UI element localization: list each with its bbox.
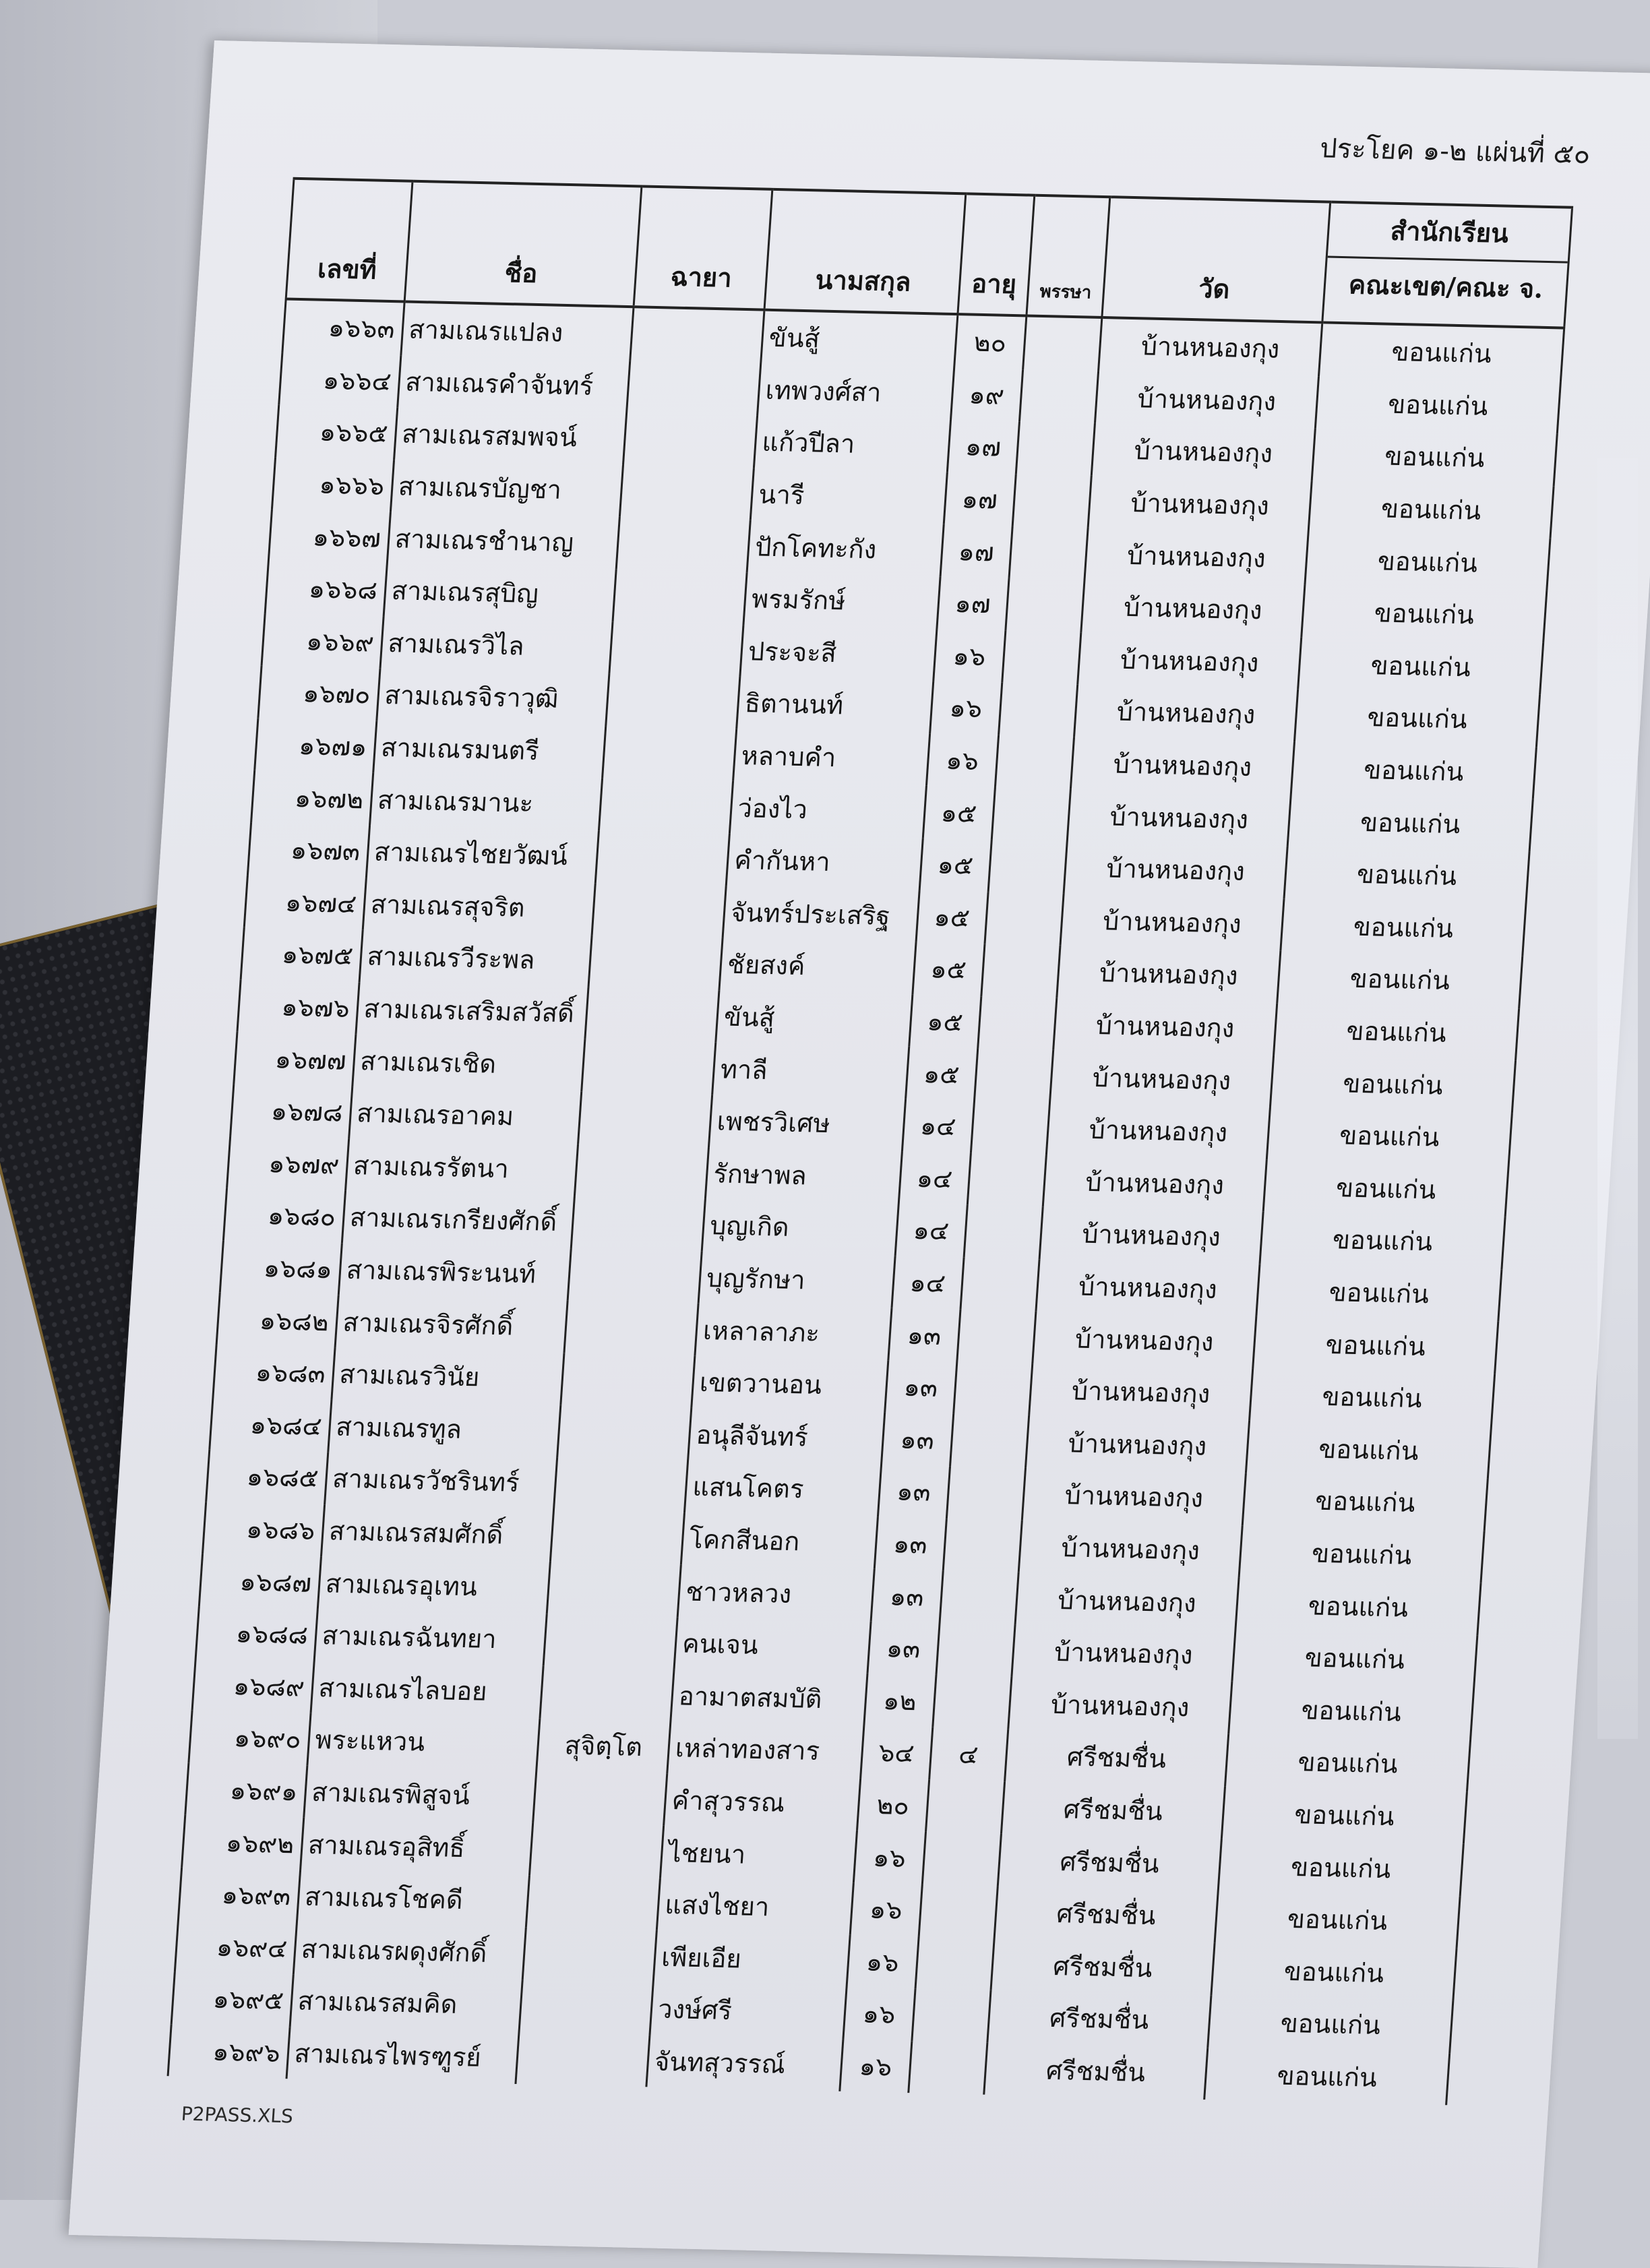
cell-surname: คำกันหา — [727, 834, 923, 890]
cell-chaya — [547, 1562, 681, 1617]
footer-filename: P2PASS.XLS — [180, 2102, 294, 2128]
cell-age: ๑๗ — [937, 577, 1009, 631]
cell-province: ขอนแก่น — [1222, 1786, 1467, 1844]
cell-surname: ขันสู้ — [761, 310, 958, 368]
cell-no: ๑๖๖๘ — [265, 561, 387, 616]
cell-name: สามเณรไพรฑูรย์ — [286, 2027, 519, 2084]
cell-chaya: สุจิตฺโต — [537, 1719, 671, 1774]
cell-age: ๑๙ — [950, 368, 1022, 422]
cell-no: ๑๖๘๙ — [192, 1658, 314, 1713]
cell-chaya — [568, 1248, 702, 1304]
cell-no: ๑๖๘๔ — [210, 1397, 332, 1452]
cell-province: ขอนแก่น — [1298, 637, 1544, 695]
cell-wat: ศรีชมชื่น — [1001, 1781, 1225, 1839]
cell-age: ๑๗ — [947, 420, 1019, 474]
cell-age: ๑๗ — [944, 472, 1016, 526]
cell-age: ๑๕ — [916, 890, 988, 944]
cell-chaya — [571, 1196, 705, 1252]
cell-name: สามเณรไลบอย — [311, 1661, 543, 1718]
cell-age: ๑๖ — [850, 1882, 922, 1936]
cell-no: ๑๖๗๒ — [251, 770, 373, 825]
cell-chaya — [526, 1875, 660, 1930]
cell-name: สามเณรจิราวุฒิ — [377, 669, 609, 726]
cell-phansa — [1019, 369, 1098, 423]
cell-age: ๑๖ — [840, 2040, 912, 2093]
cell-chaya — [613, 570, 747, 625]
cell-no: ๑๖๖๕ — [276, 404, 398, 459]
cell-no: ๑๖๙๔ — [175, 1920, 297, 1974]
cell-phansa — [977, 996, 1056, 1050]
cell-chaya — [582, 1039, 716, 1095]
cell-surname: หลาบคำ — [733, 729, 930, 786]
cell-age: ๑๓ — [885, 1360, 957, 1414]
cell-surname: แสนโคตร — [685, 1461, 882, 1517]
cell-wat: บ้านหนองกุง — [1095, 371, 1319, 428]
cell-age: ๑๕ — [919, 838, 991, 892]
cell-province: ขอนแก่น — [1260, 1212, 1505, 1270]
cell-age: ๑๖ — [853, 1831, 925, 1884]
cell-age: ๑๓ — [867, 1622, 940, 1676]
cell-no: ๑๖๗๗ — [234, 1031, 356, 1086]
cell-chaya — [606, 674, 740, 729]
cell-surname: ประจะสี — [740, 625, 937, 681]
cell-phansa — [967, 1153, 1046, 1206]
cell-no: ๑๖๗๙ — [227, 1136, 349, 1190]
cell-name: สามเณรอุสิทธิ์ — [300, 1818, 532, 1875]
cell-chaya — [627, 361, 761, 416]
table-body — [168, 299, 1564, 2106]
cell-province: ขอนแก่น — [1284, 846, 1529, 904]
cell-wat: บ้านหนองกุง — [1084, 528, 1309, 585]
col-header-no: เลขที่ — [286, 179, 413, 302]
cell-name: สามเณรแปลง — [401, 301, 634, 360]
cell-phansa — [1022, 315, 1101, 371]
cell-phansa — [981, 944, 1060, 998]
cell-chaya — [578, 1092, 712, 1147]
cell-name: สามเณรเกรียงศักดิ์ — [342, 1191, 574, 1248]
cell-age: ๒๐ — [954, 314, 1027, 369]
cell-phansa — [950, 1414, 1029, 1468]
cell-chaya — [543, 1614, 677, 1669]
cell-chaya — [522, 1928, 656, 1983]
cell-province: ขอนแก่น — [1312, 428, 1558, 486]
cell-no: ๑๖๘๐ — [223, 1188, 345, 1243]
cell-age: ๑๕ — [913, 942, 985, 996]
cell-chaya — [623, 412, 758, 468]
cell-phansa — [1016, 421, 1095, 475]
cell-surname: แสงไชยา — [657, 1878, 854, 1935]
cell-name: สามเณรอุเทน — [317, 1556, 550, 1614]
cell-wat: บ้านหนองกุง — [1046, 1102, 1271, 1159]
cell-name: สามเณรรัตนา — [345, 1138, 578, 1196]
cell-wat: บ้านหนองกุง — [1056, 946, 1281, 1003]
cell-surname: จันทร์ประเสริฐ — [723, 886, 919, 942]
col-header-name: ชื่อ — [404, 181, 642, 307]
cell-name: สามเณรมานะ — [369, 773, 602, 830]
sheet-label: ประโยค ๑-๒ แผ่นที่ ๕๐ — [1318, 133, 1591, 171]
cell-chaya — [530, 1823, 664, 1878]
cell-wat: ศรีชมชื่น — [1004, 1729, 1229, 1786]
cell-province: ขอนแก่น — [1246, 1421, 1492, 1479]
cell-phansa — [1012, 474, 1091, 528]
cell-province: ขอนแก่น — [1219, 1839, 1464, 1897]
cell-name: สามเณรสุบิญ — [384, 564, 616, 621]
cell-surname: พรมรักษ์ — [743, 572, 940, 629]
cell-age: ๑๔ — [895, 1204, 967, 1258]
cell-surname: คนเจน — [674, 1617, 871, 1674]
cell-province: ขอนแก่น — [1295, 689, 1540, 747]
cell-surname: ชาวหลวง — [677, 1565, 874, 1622]
cell-province: ขอนแก่น — [1305, 532, 1550, 590]
cell-surname: เขตวานอน — [692, 1356, 888, 1413]
cell-chaya — [630, 307, 764, 363]
cell-no: ๑๖๗๐ — [258, 666, 380, 721]
cell-name: สามเณรโชคดี — [297, 1870, 529, 1927]
cell-chaya — [540, 1666, 674, 1721]
cell-no: ๑๖๙๖ — [168, 2024, 290, 2079]
cell-chaya — [550, 1510, 684, 1565]
cell-surname: ไชยนา — [661, 1826, 857, 1882]
cell-phansa — [925, 1779, 1004, 1833]
cell-province: ขอนแก่น — [1264, 1159, 1509, 1217]
cell-province: ขอนแก่น — [1267, 1107, 1512, 1165]
cell-chaya — [619, 465, 754, 520]
cell-surname: อามาตสมบัติ — [671, 1669, 867, 1726]
cell-name: พระแหวน — [307, 1713, 540, 1771]
cell-no: ๑๖๘๕ — [206, 1449, 328, 1504]
cell-province: ขอนแก่น — [1250, 1368, 1495, 1426]
cell-chaya — [516, 2032, 650, 2087]
cell-province: ขอนแก่น — [1319, 322, 1564, 381]
cell-chaya — [564, 1301, 698, 1356]
cell-age: ๑๓ — [881, 1413, 953, 1467]
cell-no: ๑๖๘๖ — [203, 1502, 325, 1556]
cell-phansa — [998, 683, 1077, 737]
cell-name: สามเณรไชยวัฒน์ — [366, 825, 599, 882]
cell-age: ๑๖ — [926, 733, 998, 787]
cell-age: ๑๓ — [888, 1308, 960, 1362]
cell-province: ขอนแก่น — [1225, 1734, 1471, 1792]
cell-wat: บ้านหนองกุง — [1070, 737, 1295, 794]
cell-surname: เพียเอีย — [653, 1930, 850, 1987]
cell-name: สามเณรสมคิด — [290, 1974, 522, 2031]
cell-wat: บ้านหนองกุง — [1012, 1624, 1236, 1682]
cell-phansa: ๔ — [929, 1727, 1008, 1781]
cell-wat: ศรีชมชื่น — [998, 1833, 1222, 1891]
watermark — [1597, 458, 1638, 1739]
cell-chaya — [533, 1771, 667, 1826]
cell-surname: ทาลี — [712, 1043, 909, 1099]
cell-name: สามเณรวิไล — [380, 616, 613, 673]
cell-no: ๑๖๘๘ — [195, 1606, 317, 1661]
cell-surname: เหล่าทองสาร — [667, 1721, 864, 1778]
cell-name: สามเณรวินัย — [332, 1347, 564, 1405]
cell-age: ๑๔ — [898, 1151, 971, 1205]
cell-wat: บ้านหนองกุง — [1098, 317, 1322, 376]
cell-province: ขอนแก่น — [1239, 1525, 1484, 1583]
cell-no: ๑๖๙๐ — [189, 1711, 311, 1765]
cell-wat: ศรีชมชื่น — [994, 1886, 1219, 1943]
cell-no: ๑๖๖๖ — [272, 457, 394, 512]
cell-age: ๑๔ — [892, 1256, 964, 1310]
cell-wat: บ้านหนองกุง — [1067, 789, 1291, 846]
cell-surname: ชัยสงค์ — [719, 938, 916, 995]
cell-no: ๑๖๙๒ — [182, 1815, 304, 1870]
cell-no: ๑๖๗๔ — [244, 875, 366, 929]
cell-no: ๑๖๙๑ — [185, 1763, 307, 1817]
cell-phansa — [912, 1988, 991, 2042]
cell-age: ๑๕ — [923, 786, 995, 840]
cell-surname: อนุลีจันทร์ — [688, 1408, 885, 1465]
cell-wat: บ้านหนองกุง — [1015, 1572, 1240, 1630]
cell-phansa — [936, 1623, 1015, 1677]
cell-wat: บ้านหนองกุง — [1091, 423, 1316, 481]
cell-phansa — [974, 1048, 1053, 1102]
cell-province: ขอนแก่น — [1208, 1995, 1453, 2053]
cell-no: ๑๖๗๖ — [237, 979, 359, 1034]
cell-phansa — [919, 1884, 998, 1938]
cell-province: ขอนแก่น — [1271, 1055, 1516, 1113]
cell-province: ขอนแก่น — [1211, 1943, 1457, 2001]
cell-surname: โคกสีนอก — [681, 1512, 878, 1569]
cell-province: ขอนแก่น — [1215, 1891, 1460, 1949]
cell-name: สามเณรเสริมสวัสดิ์ — [356, 982, 588, 1039]
cell-phansa — [1009, 526, 1088, 580]
cell-chaya — [561, 1353, 695, 1408]
cell-province: ขอนแก่น — [1316, 376, 1561, 434]
cell-phansa — [956, 1310, 1035, 1363]
cell-phansa — [946, 1466, 1025, 1520]
cell-age: ๑๓ — [878, 1465, 950, 1519]
cell-name: สามเณรคำจันทร์ — [397, 355, 630, 412]
cell-wat: บ้านหนองกุง — [1043, 1155, 1267, 1212]
cell-chaya — [585, 987, 719, 1043]
cell-name: สามเณรชำนาญ — [387, 512, 619, 569]
cell-wat: บ้านหนองกุง — [1074, 684, 1298, 741]
cell-age: ๖๔ — [861, 1726, 933, 1780]
cell-surname: บุญรักษา — [698, 1252, 895, 1308]
cell-no: ๑๖๘๑ — [220, 1240, 342, 1295]
cell-name: สามเณรมนตรี — [373, 721, 605, 778]
cell-name: สามเณรจิรศักดิ์ — [335, 1295, 568, 1353]
cell-wat: บ้านหนองกุง — [1022, 1468, 1246, 1525]
cell-province: ขอนแก่น — [1288, 794, 1533, 852]
cell-no: ๑๖๘๗ — [199, 1554, 321, 1608]
cell-age: ๑๕ — [909, 995, 981, 1049]
cell-surname: นารี — [751, 468, 948, 524]
cell-age: ๒๐ — [857, 1778, 929, 1832]
cell-province: ขอนแก่น — [1281, 898, 1526, 956]
results-table — [167, 177, 1574, 2106]
cell-phansa — [988, 839, 1067, 893]
cell-no: ๑๖๖๔ — [279, 353, 401, 407]
cell-name: สามเณรฉันทยา — [314, 1609, 547, 1666]
cell-phansa — [960, 1257, 1039, 1311]
cell-name: สามเณรสมศักดิ์ — [321, 1504, 553, 1562]
cell-wat: ศรีชมชื่น — [987, 1990, 1211, 2048]
cell-name: สามเณรเชิด — [352, 1034, 584, 1091]
cell-name: สามเณรวีระพล — [359, 929, 592, 987]
cell-surname: รักษาพล — [706, 1147, 903, 1204]
cell-province: ขอนแก่น — [1232, 1630, 1477, 1688]
cell-chaya — [599, 778, 733, 834]
col-header-wat: วัด — [1101, 197, 1331, 322]
cell-chaya — [595, 830, 729, 886]
cell-province: ขอนแก่น — [1302, 585, 1547, 643]
col-header-age: อายุ — [958, 193, 1035, 315]
cell-name: สามเณรพิระนนท์ — [338, 1243, 571, 1300]
cell-phansa — [1002, 630, 1080, 684]
col-header-surname: นามสกุล — [764, 189, 965, 314]
cell-phansa — [1006, 578, 1084, 632]
cell-chaya — [557, 1405, 692, 1461]
cell-surname: วงษ์ศรี — [650, 1983, 847, 2040]
cell-name: สามเณรสุจริต — [363, 878, 595, 935]
cell-surname: ปักโคทะกัง — [747, 520, 944, 577]
cell-province: ขอนแก่น — [1253, 1316, 1498, 1374]
cell-no: ๑๖๙๓ — [178, 1867, 300, 1922]
cell-name: สามเณรผดุงศักดิ์ — [293, 1922, 526, 1980]
document-page — [69, 40, 1650, 2268]
cell-wat: บ้านหนองกุง — [1036, 1259, 1260, 1316]
cell-province: ขอนแก่น — [1274, 1003, 1519, 1061]
cell-wat: บ้านหนองกุง — [1029, 1363, 1253, 1421]
results-table-wrap — [167, 177, 1574, 2106]
cell-name: สามเณรพิสูจน์ — [303, 1765, 536, 1822]
cell-wat: บ้านหนองกุง — [1025, 1415, 1250, 1473]
cell-chaya — [519, 1980, 653, 2035]
cell-phansa — [971, 1101, 1049, 1155]
cell-chaya — [609, 621, 743, 677]
cell-no: ๑๖๘๒ — [216, 1293, 338, 1347]
cell-age: ๑๖ — [930, 681, 1002, 735]
cell-no: ๑๖๘๓ — [213, 1345, 335, 1399]
cell-chaya — [574, 1144, 708, 1199]
cell-province: ขอนแก่น — [1229, 1682, 1474, 1740]
cell-wat: บ้านหนองกุง — [1080, 580, 1305, 637]
cell-province: ขอนแก่น — [1235, 1577, 1481, 1635]
cell-province: ขอนแก่น — [1277, 950, 1523, 1008]
cell-surname: บุญเกิด — [702, 1199, 898, 1256]
cell-phansa — [964, 1205, 1043, 1259]
cell-wat: บ้านหนองกุง — [1032, 1311, 1256, 1368]
cell-no: ๑๖๗๕ — [241, 927, 363, 981]
cell-phansa — [953, 1361, 1032, 1415]
cell-age: ๑๖ — [843, 1987, 915, 2041]
cell-phansa — [943, 1519, 1022, 1572]
cell-wat: บ้านหนองกุง — [1039, 1206, 1264, 1264]
cell-chaya — [588, 935, 723, 990]
cell-no: ๑๖๗๑ — [255, 718, 377, 772]
cell-no: ๑๖๖๙ — [262, 613, 384, 668]
cell-chaya — [603, 726, 737, 781]
cell-wat: บ้านหนองกุง — [1008, 1677, 1232, 1734]
cell-wat: ศรีชมชื่น — [991, 1938, 1215, 1995]
col-header-phansa: พรรษา — [1027, 195, 1110, 317]
cell-no: ๑๖๖๓ — [282, 299, 404, 355]
cell-chaya — [592, 883, 726, 938]
cell-province: ขอนแก่น — [1308, 481, 1554, 539]
cell-surname: เหลาลาภะ — [695, 1304, 892, 1360]
cell-surname: ธิตานนท์ — [737, 677, 934, 733]
cell-wat: ศรีชมชื่น — [983, 2042, 1208, 2100]
col-header-chaya: ฉายา — [634, 186, 772, 309]
cell-province: ขอนแก่น — [1243, 1473, 1488, 1531]
cell-age: ๑๖ — [847, 1935, 919, 1989]
cell-wat: บ้านหนองกุง — [1053, 998, 1277, 1055]
cell-surname: จันทสุวรรณ์ — [646, 2035, 843, 2091]
cell-chaya — [616, 517, 750, 572]
cell-age: ๑๕ — [905, 1047, 977, 1101]
cell-phansa — [932, 1675, 1011, 1729]
cell-phansa — [940, 1570, 1018, 1624]
col-header-office-top: สำนักเรียน — [1328, 204, 1571, 264]
col-header-office-bottom: คณะเขต/คณะ จ. — [1347, 269, 1544, 304]
cell-phansa — [922, 1832, 1001, 1886]
cell-name: สามเณรบัญชา — [390, 460, 623, 517]
cell-age: ๑๔ — [902, 1099, 974, 1153]
cell-age: ๑๖ — [934, 629, 1006, 683]
cell-name: สามเณรวัชรินทร์ — [324, 1452, 557, 1509]
cell-age: ๑๓ — [874, 1517, 946, 1571]
cell-phansa — [915, 1936, 994, 1990]
cell-wat: บ้านหนองกุง — [1018, 1520, 1243, 1577]
cell-phansa — [991, 787, 1070, 841]
cell-surname: เทพวงศ์สา — [758, 363, 954, 420]
cell-name: สามเณรสมพจน์ — [394, 407, 626, 464]
cell-name: สามเณรทูล — [328, 1400, 560, 1457]
cell-phansa — [995, 735, 1074, 789]
cell-wat: บ้านหนองกุง — [1060, 893, 1285, 950]
cell-surname: แก้วปีลา — [754, 416, 951, 472]
cell-chaya — [554, 1457, 688, 1512]
cell-name: สามเณรอาคม — [348, 1086, 581, 1144]
cell-wat: บ้านหนองกุง — [1077, 632, 1302, 689]
cell-no: ๑๖๗๘ — [231, 1084, 353, 1138]
col-header-office — [1322, 202, 1572, 328]
cell-wat: บ้านหนองกุง — [1049, 1050, 1274, 1107]
cell-no: ๑๖๗๓ — [247, 822, 369, 877]
cell-age: ๑๗ — [940, 524, 1012, 578]
cell-no: ๑๖๙๕ — [171, 1971, 293, 2026]
cell-phansa — [985, 892, 1064, 946]
cell-wat: บ้านหนองกุง — [1064, 841, 1288, 898]
cell-province: ขอนแก่น — [1256, 1264, 1502, 1322]
cell-surname: ว่องไว — [730, 781, 927, 838]
cell-surname: คำสุวรรณ — [664, 1774, 861, 1831]
cell-surname: ขันสู้ — [716, 990, 913, 1047]
cell-age: ๑๓ — [871, 1569, 943, 1623]
cell-surname: เพชรวิเศษ — [709, 1095, 906, 1151]
cell-wat: บ้านหนองกุง — [1088, 475, 1312, 532]
cell-no: ๑๖๖๗ — [268, 509, 390, 563]
cell-age: ๑๒ — [864, 1674, 936, 1727]
cell-province: ขอนแก่น — [1204, 2048, 1450, 2106]
cell-phansa — [908, 2041, 987, 2095]
cell-province: ขอนแก่น — [1291, 741, 1537, 799]
